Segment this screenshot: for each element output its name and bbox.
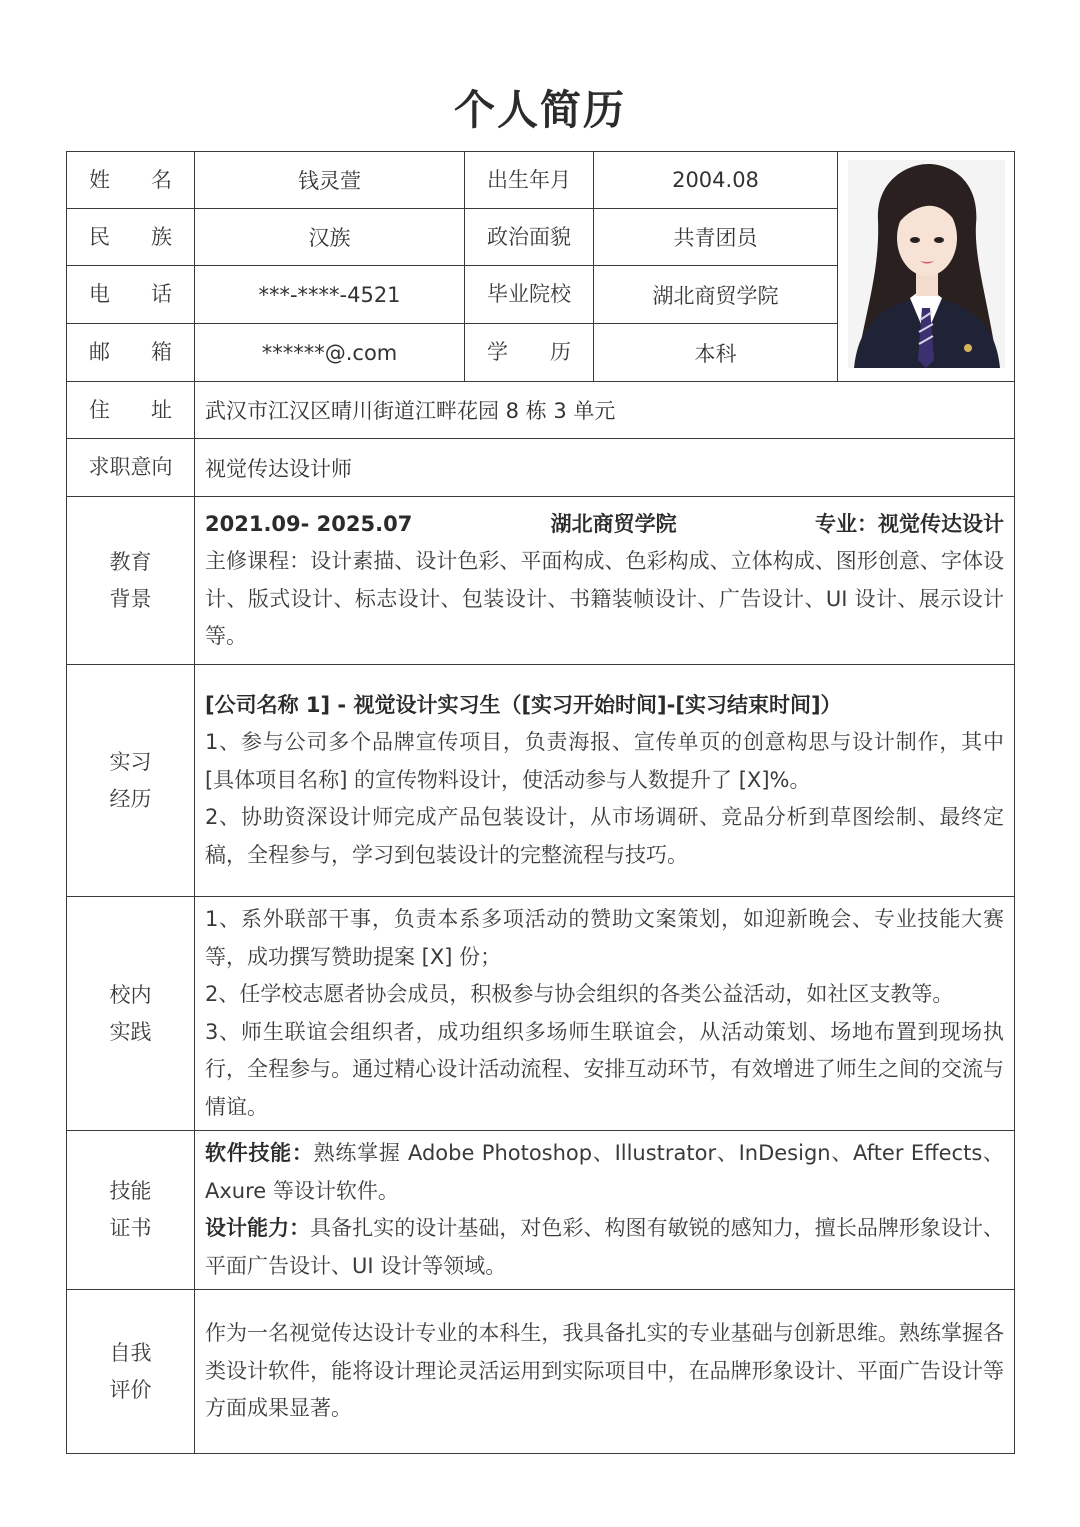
row-education <box>67 497 1015 665</box>
software-skills-label: 软件技能： <box>205 1141 314 1165</box>
political-value: 共青团员 <box>594 209 838 266</box>
campus-content <box>195 897 1015 1131</box>
design-skills-label: 设计能力： <box>205 1216 311 1240</box>
campus-item: 2、任学校志愿者协会成员，积极参与协会组织的各类公益活动，如社区支教等。 <box>205 982 954 1006</box>
design-skills <box>205 1210 1004 1285</box>
internship-item: 1、参与公司多个品牌宣传项目，负责海报、宣传单页的创意构思与设计制作，其中 [具体项目名称] 的宣传物料设计，使活动参与人数提升了 [X]%。 <box>205 730 1004 792</box>
birth-label: 出生年月 <box>465 152 594 209</box>
internship-content <box>195 665 1015 897</box>
self-evaluation-label-text: 自我评价 <box>109 1340 152 1402</box>
design-skills-text: 具备扎实的设计基础，对色彩、构图有敏锐的感知力，擅长品牌形象设计、平面广告设计、UI 设计等领域。 <box>205 1216 1005 1278</box>
internship-label-text: 实习经历 <box>109 749 152 811</box>
objective-value: 视觉传达设计师 <box>195 439 1015 497</box>
email-value: ******@.com <box>195 324 465 382</box>
row-self-evaluation <box>67 1290 1015 1454</box>
self-evaluation-label <box>67 1290 195 1454</box>
internship-label <box>67 665 195 897</box>
name-label: 姓名 <box>67 152 195 209</box>
ethnicity-label: 民族 <box>67 209 195 266</box>
internship-item: 2、协助资深设计师完成产品包装设计，从市场调研、竞品分析到草图绘制、最终定稿，全程参与，学习到包装设计的完整流程与技巧。 <box>205 805 1004 867</box>
skills-label <box>67 1131 195 1290</box>
page-title: 个人简历 <box>454 86 626 134</box>
phone-value: ***-****-4521 <box>195 266 465 324</box>
resume-table <box>66 151 1015 1454</box>
phone-label: 电话 <box>67 266 195 324</box>
political-label: 政治面貌 <box>465 209 594 266</box>
software-skills <box>205 1135 1004 1210</box>
degree-value: 本科 <box>594 324 838 382</box>
education-courses: 主修课程：设计素描、设计色彩、平面构成、色彩构成、立体构成、图形创意、字体设计、版式设计、标志设计、包装设计、书籍装帧设计、广告设计、UI 设计、展示设计等。 <box>205 549 1004 648</box>
row-internship <box>67 665 1015 897</box>
ethnicity-value: 汉族 <box>195 209 465 266</box>
row-objective <box>67 439 1015 497</box>
education-header <box>205 506 1004 544</box>
degree-label: 学历 <box>465 324 594 382</box>
self-evaluation-content <box>195 1290 1015 1454</box>
education-label <box>67 497 195 665</box>
software-skills-text: 熟练掌握 Adobe Photoshop、Illustrator、InDesign、After Effects、Axure 等设计软件。 <box>205 1141 1004 1203</box>
self-evaluation-text: 作为一名视觉传达设计专业的本科生，我具备扎实的专业基础与创新思维。熟练掌握各类设计软件，能将设计理论灵活运用到实际项目中，在品牌形象设计、平面广告设计等方面成果显著。 <box>205 1321 1004 1421</box>
campus-item: 3、师生联谊会组织者，成功组织多场师生联谊会，从活动策划、场地布置到现场执行，全程参与。通过精心设计活动流程、安排互动环节，有效增进了师生之间的交流与情谊。 <box>205 1019 1004 1119</box>
address-value: 武汉市江汉区晴川街道江畔花园 8 栋 3 单元 <box>195 382 1015 439</box>
education-period: 2021.09- 2025.07 <box>205 511 413 536</box>
campus-item: 1、系外联部干事，负责本系多项活动的赞助文案策划，如迎新晚会、专业技能大赛等，成功撰写赞助提案 [X] 份； <box>205 907 1004 969</box>
email-label: 邮箱 <box>67 324 195 382</box>
portrait-photo <box>848 160 1005 368</box>
photo-cell <box>838 152 1015 382</box>
objective-label: 求职意向 <box>67 439 195 497</box>
row-address <box>67 382 1015 439</box>
education-school: 湖北商贸学院 <box>550 511 677 536</box>
school-value: 湖北商贸学院 <box>594 266 838 324</box>
skills-label-text: 技能证书 <box>109 1179 152 1240</box>
row-skills <box>67 1131 1015 1290</box>
row-name <box>67 152 1015 209</box>
name-value: 钱灵萱 <box>195 152 465 209</box>
address-label: 住址 <box>67 382 195 439</box>
education-major: 专业：视觉传达设计 <box>814 511 1004 536</box>
internship-heading: [公司名称 1] - 视觉设计实习生（[实习开始时间]-[实习结束时间]） <box>205 692 842 717</box>
birth-value: 2004.08 <box>594 152 838 209</box>
school-label: 毕业院校 <box>465 266 594 324</box>
education-content <box>195 497 1015 665</box>
education-label-text: 教育背景 <box>109 549 152 611</box>
campus-label <box>67 897 195 1131</box>
skills-content <box>195 1131 1015 1290</box>
row-campus <box>67 897 1015 1131</box>
campus-label-text: 校内实践 <box>109 982 152 1044</box>
